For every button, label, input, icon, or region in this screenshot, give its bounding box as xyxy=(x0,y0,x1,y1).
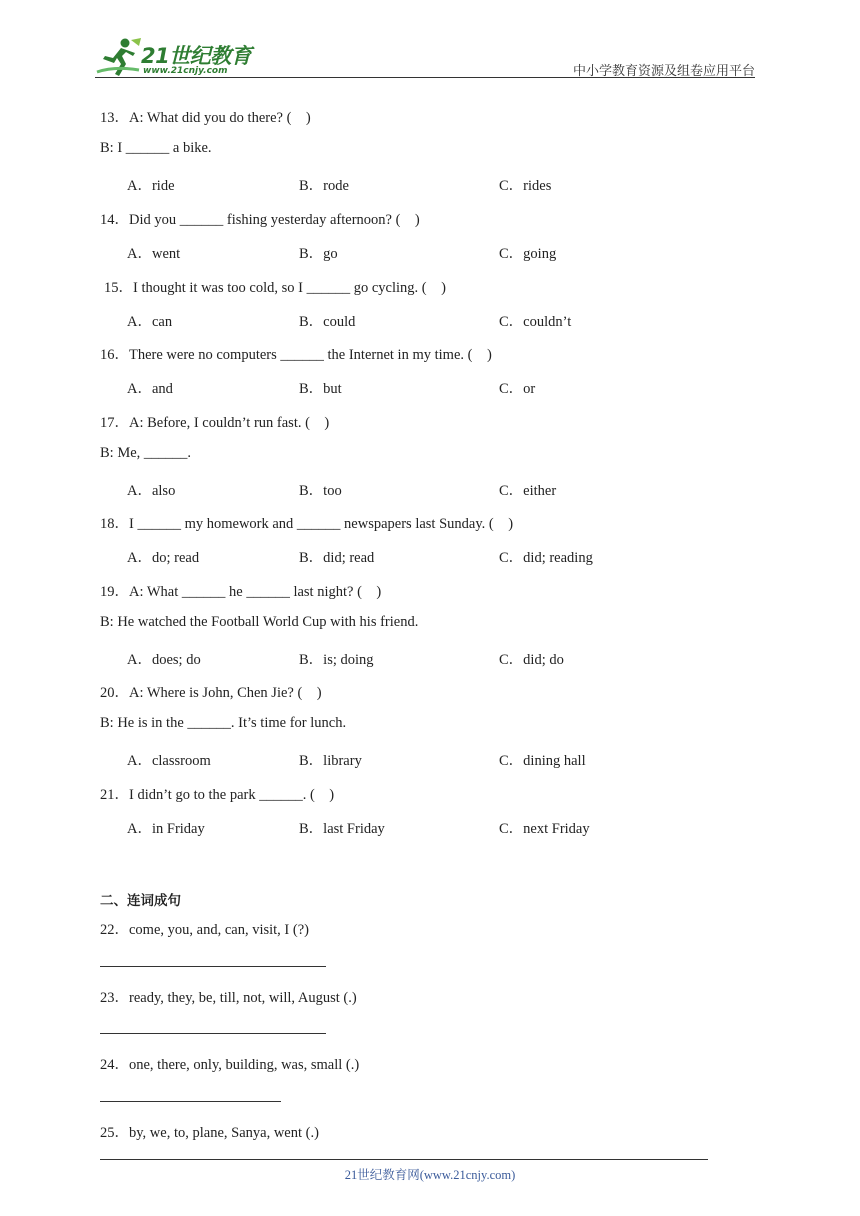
question-18-option-b[interactable]: B．did; read xyxy=(299,550,375,566)
question-18-option-a[interactable]: A．do; read xyxy=(127,550,200,566)
question-13-dialog: B: I ______ a bike. xyxy=(100,140,212,156)
question-24-stem: 24．one, there, only, building, was, small (.) xyxy=(100,1057,360,1073)
question-19-dialog: B: He watched the Football World Cup with his friend. xyxy=(100,614,419,630)
logo-url: www.21cnjy.com xyxy=(143,66,228,76)
question-23-stem: 23．ready, they, be, till, not, will, August (.) xyxy=(100,990,357,1006)
site-logo xyxy=(95,36,265,78)
question-20-dialog: B: He is in the ______. It’s time for lunch. xyxy=(100,715,347,731)
question-19-option-b[interactable]: B．is; doing xyxy=(299,652,374,668)
question-15-option-b[interactable]: B．could xyxy=(299,314,356,330)
question-14-stem: 14．Did you ______ fishing yesterday afternoon? ( ) xyxy=(100,212,420,228)
question-16-option-b[interactable]: B．but xyxy=(299,381,342,397)
question-13-option-c[interactable]: C．rides xyxy=(499,178,552,194)
footer-text[interactable]: 21世纪教育网(www.21cnjy.com) xyxy=(344,1168,516,1182)
question-18-stem: 18．I ______ my homework and ______ newspapers last Sunday. ( ) xyxy=(100,516,514,532)
question-22-answer-line[interactable] xyxy=(100,966,326,967)
question-17-dialog: B: Me, ______. xyxy=(100,445,192,461)
question-20-option-b[interactable]: B．library xyxy=(299,753,362,769)
question-20-option-c[interactable]: C．dining hall xyxy=(499,753,586,769)
question-18-option-c[interactable]: C．did; reading xyxy=(499,550,593,566)
question-22-stem: 22．come, you, and, can, visit, I (?) xyxy=(100,922,309,938)
question-19-stem: 19．A: What ______ he ______ last night? ( ) xyxy=(100,584,382,600)
question-13-option-b[interactable]: B．rode xyxy=(299,178,349,194)
header-divider xyxy=(95,77,755,78)
section-2-title: 二、连词成句 xyxy=(100,893,181,909)
question-19-option-c[interactable]: C．did; do xyxy=(499,652,564,668)
question-20-option-a[interactable]: A．classroom xyxy=(127,753,211,769)
platform-name: 中小学教育资源及组卷应用平台 xyxy=(572,63,755,78)
question-17-option-a[interactable]: A．also xyxy=(127,483,176,499)
question-23-answer-line[interactable] xyxy=(100,1033,326,1034)
question-20-stem: 20．A: Where is John, Chen Jie? ( ) xyxy=(100,685,322,701)
question-17-option-b[interactable]: B．too xyxy=(299,483,342,499)
question-24-answer-line[interactable] xyxy=(100,1101,281,1102)
question-17-stem: 17．A: Before, I couldn’t run fast. ( ) xyxy=(100,415,330,431)
runner-icon xyxy=(95,36,143,78)
question-15-option-a[interactable]: A．can xyxy=(127,314,173,330)
logo-text: 21世纪教育 xyxy=(141,44,252,68)
question-16-option-c[interactable]: C．or xyxy=(499,381,536,397)
question-13-option-a[interactable]: A．ride xyxy=(127,178,175,194)
question-16-option-a[interactable]: A．and xyxy=(127,381,173,397)
footer-divider xyxy=(100,1159,708,1160)
question-14-option-c[interactable]: C．going xyxy=(499,246,557,262)
question-15-option-c[interactable]: C．couldn’t xyxy=(499,314,572,330)
question-19-option-a[interactable]: A．does; do xyxy=(127,652,201,668)
question-21-stem: 21．I didn’t go to the park ______. ( ) xyxy=(100,787,335,803)
question-21-option-a[interactable]: A．in Friday xyxy=(127,821,205,837)
question-21-option-c[interactable]: C．next Friday xyxy=(499,821,590,837)
question-16-stem: 16．There were no computers ______ the Internet in my time. ( ) xyxy=(100,347,492,363)
question-14-option-b[interactable]: B．go xyxy=(299,246,338,262)
question-25-stem: 25．by, we, to, plane, Sanya, went (.) xyxy=(100,1125,319,1141)
question-15-stem: 15．I thought it was too cold, so I ______ go cycling. ( ) xyxy=(104,280,446,296)
question-13-stem: 13．A: What did you do there? ( ) xyxy=(100,110,311,126)
question-21-option-b[interactable]: B．last Friday xyxy=(299,821,385,837)
question-14-option-a[interactable]: A．went xyxy=(127,246,181,262)
question-17-option-c[interactable]: C．either xyxy=(499,483,557,499)
page-header xyxy=(95,30,755,80)
